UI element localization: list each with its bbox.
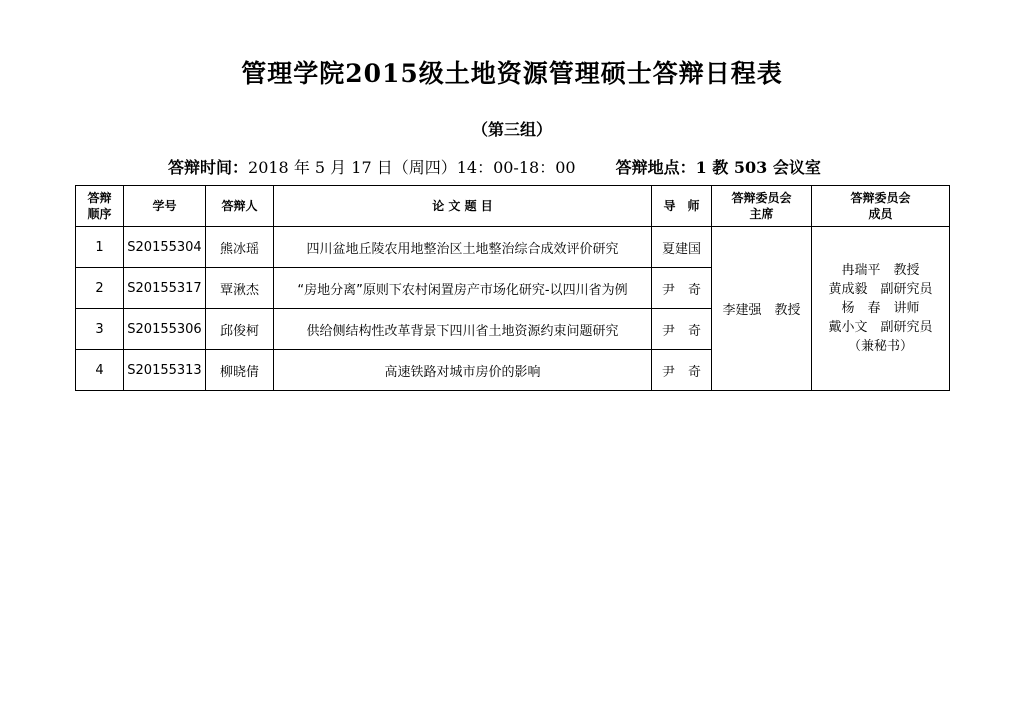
cell-student-id: S20155313 [124, 350, 206, 391]
cell-topic: 供给侧结构性改革背景下四川省土地资源约束问题研究 [274, 309, 652, 350]
cell-advisor: 尹 奇 [652, 350, 712, 391]
cell-advisor: 尹 奇 [652, 309, 712, 350]
group-label: （第三组） [471, 120, 552, 139]
page-title: 管理学院2015级土地资源管理硕士答辩日程表 [241, 59, 783, 88]
col-header-advisor: 导 师 [652, 186, 712, 227]
cell-chair: 李建强 教授 [712, 227, 812, 391]
member-item: 杨 春 讲师 [841, 301, 920, 316]
cell-order: 4 [76, 350, 124, 391]
col-header-topic: 论 文 题 目 [274, 186, 652, 227]
time-value: 2018 年 5 月 17 日（周四）14：00-18：00 [248, 158, 576, 177]
cell-student-id: S20155304 [124, 227, 206, 268]
cell-defender: 覃湫杰 [206, 268, 274, 309]
cell-topic: 高速铁路对城市房价的影响 [274, 350, 652, 391]
place-label: 答辩地点： [615, 158, 696, 177]
col-header-members: 答辩委员会 成员 [812, 186, 950, 227]
table-row [76, 227, 950, 268]
cell-student-id: S20155306 [124, 309, 206, 350]
schedule-table [75, 185, 950, 391]
cell-topic: 四川盆地丘陵农用地整治区土地整治综合成效评价研究 [274, 227, 652, 268]
col-header-chair: 答辩委员会 主席 [712, 186, 812, 227]
member-item: 戴小文 副研究员 [828, 320, 933, 335]
col-header-student-id: 学号 [124, 186, 206, 227]
place-value: 1 教 503 会议室 [695, 158, 821, 177]
cell-defender: 柳晓倩 [206, 350, 274, 391]
cell-defender: 邱俊柯 [206, 309, 274, 350]
cell-advisor: 夏建国 [652, 227, 712, 268]
member-item: 冉瑞平 教授 [841, 263, 920, 278]
time-label: 答辩时间： [168, 158, 249, 177]
cell-order: 3 [76, 309, 124, 350]
cell-advisor: 尹 奇 [652, 268, 712, 309]
col-header-order: 答辩 顺序 [76, 186, 124, 227]
schedule-info [168, 155, 821, 178]
cell-student-id: S20155317 [124, 268, 206, 309]
col-header-defender: 答辩人 [206, 186, 274, 227]
member-item: 黄成毅 副研究员 [828, 282, 933, 297]
cell-order: 2 [76, 268, 124, 309]
member-item: （兼秘书） [847, 339, 913, 354]
table-header-row [76, 186, 950, 227]
cell-topic: “房地分离”原则下农村闲置房产市场化研究-以四川省为例 [274, 268, 652, 309]
cell-order: 1 [76, 227, 124, 268]
cell-defender: 熊冰瑶 [206, 227, 274, 268]
cell-members [812, 227, 950, 391]
